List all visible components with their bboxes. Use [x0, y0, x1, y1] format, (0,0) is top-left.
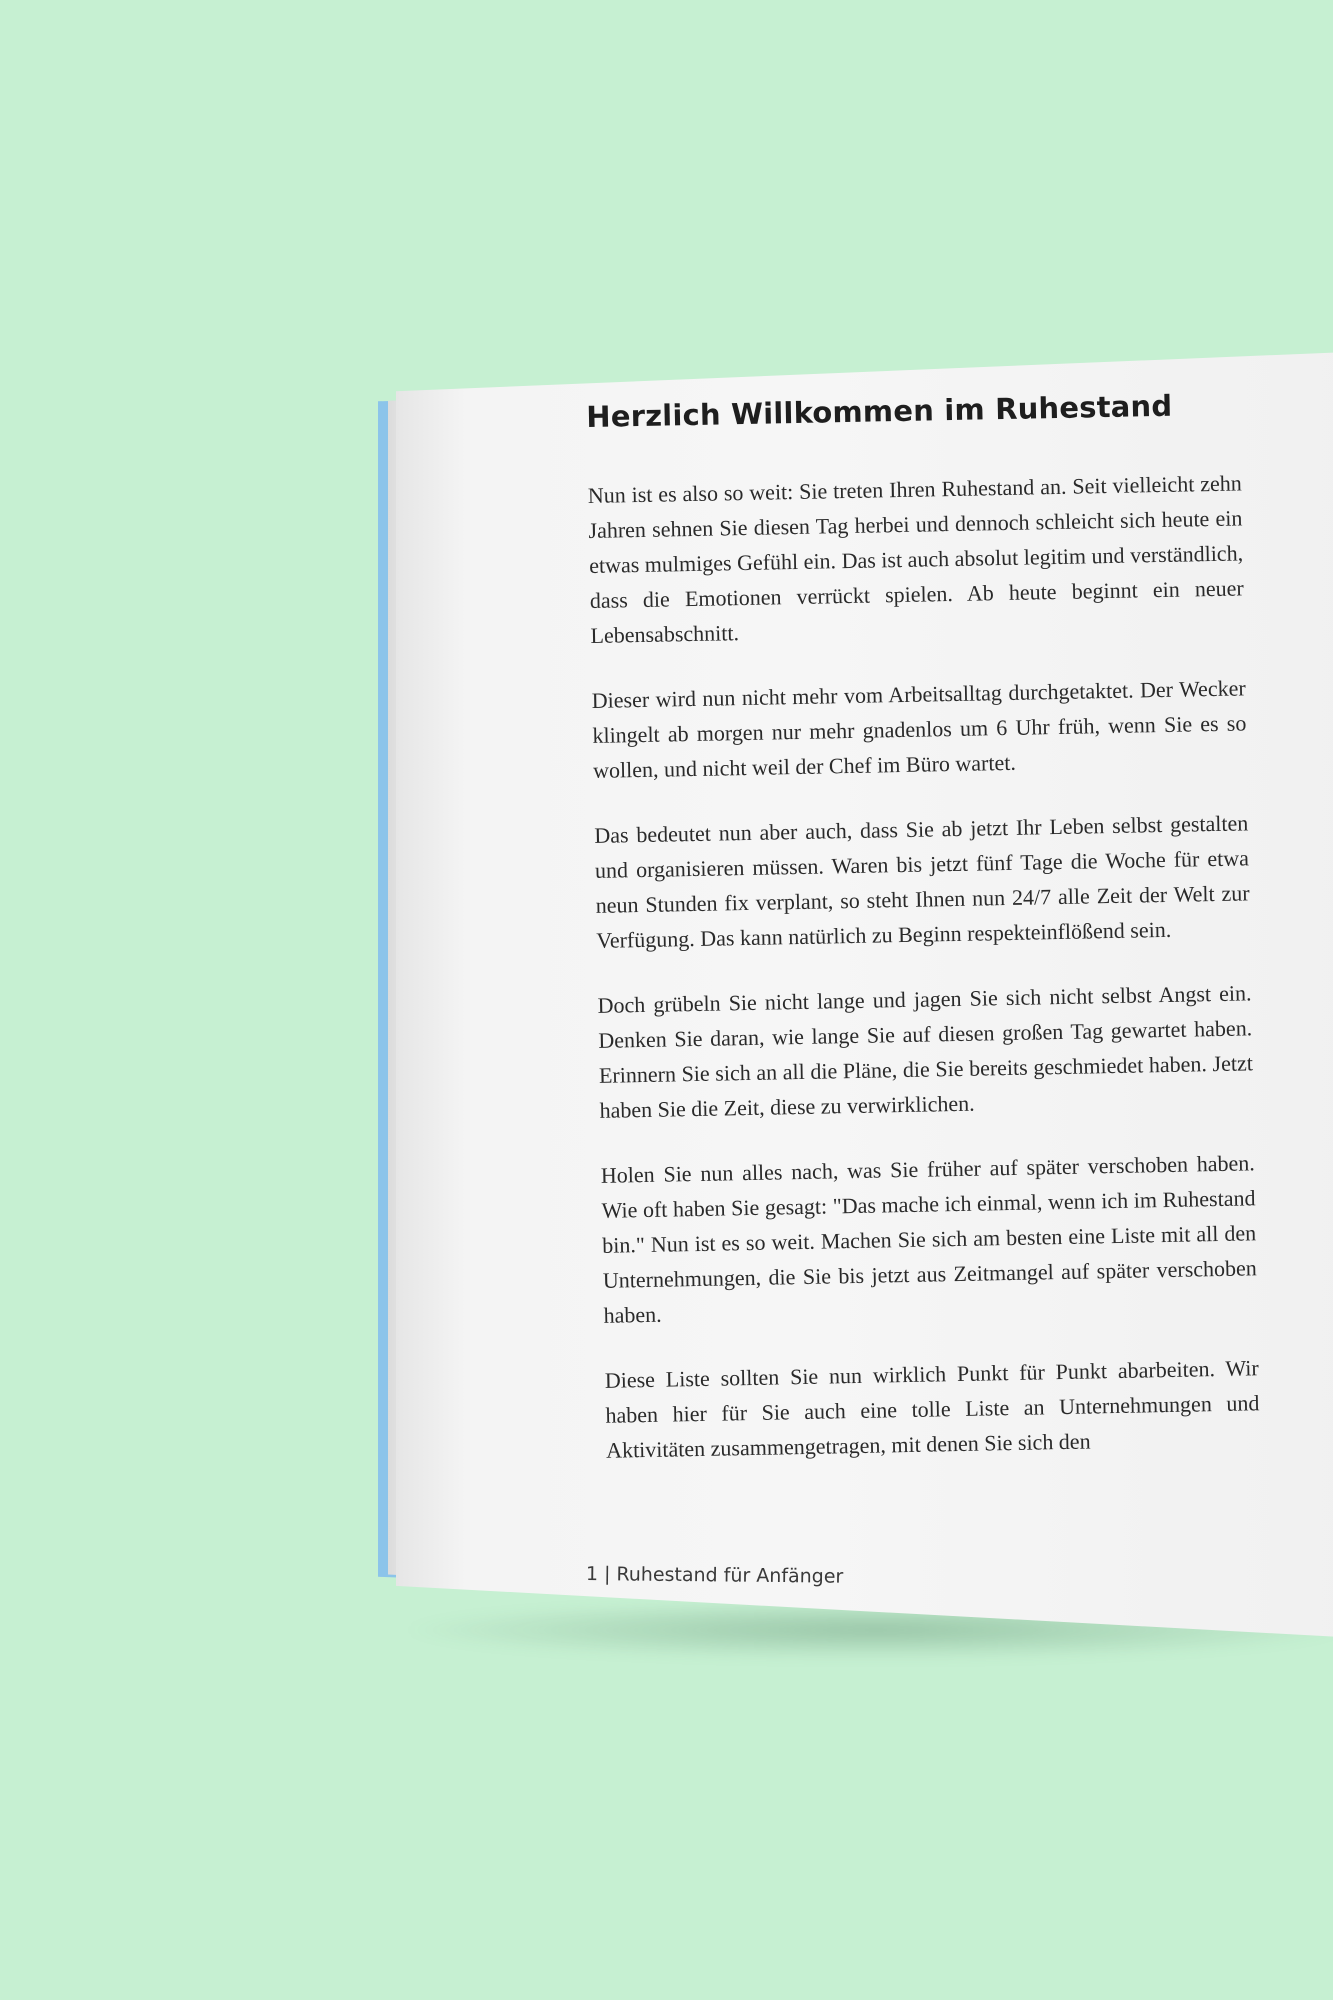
chapter-title: Herzlich Willkommen im Ruhestand — [586, 388, 1173, 434]
paragraph-5: Holen Sie nun alles nach, was Sie früher auf später verschoben haben. Wie oft haben Sie gesagt: "Das mache ich einmal, wenn ich im Ruhestand bin." Nun ist es so weit. Machen Sie sich am besten eine Liste mit all den Unternehmungen, die Sie bis jetzt aus Zeitmangel auf später verschoben haben. — [600, 1150, 1258, 1328]
paragraph-3: Das bedeutet nun aber auch, dass Sie ab jetzt Ihr Leben selbst gestalten und organisieren müssen. Waren bis jetzt fünf Tage die Woche für etwa neun Stunden fix verplant, so steht Ihnen nun 24/7 alle Zeit der Welt zur Verfügung. Das kann natürlich zu Beginn respekteinflößend sein. — [594, 810, 1250, 953]
paragraph-1: Nun ist es also so weit: Sie treten Ihren Ruhestand an. Seit vielleicht zehn Jahren sehnen Sie diesen Tag herbei und dennoch schleicht sich heute ein etwas mulmiges Gefühl ein. Das ist auch absolut legitim und verständlich, dass die Emotionen verrückt spielen. Ab heute beginnt ein neuer Lebensabschnitt. — [587, 470, 1244, 648]
paragraph-2: Dieser wird nun nicht mehr vom Arbeitsalltag durchgetaktet. Der Wecker klingelt ab morgen nur mehr gnadenlos um 6 Uhr früh, wenn Sie es so wollen, und nicht weil der Chef im Büro wartet. — [591, 675, 1247, 783]
paragraph-4: Doch grübeln Sie nicht lange und jagen Sie sich nicht selbst Angst ein. Denken Sie daran, wie lange Sie auf diesen großen Tag gewartet haben. Erinnern Sie sich an all die Pläne, die Sie bereits geschmiedet haben. Jetzt haben Sie die Zeit, diese zu verwirklichen. — [597, 980, 1254, 1123]
paragraph-6: Diese Liste sollten Sie nun wirklich Punkt für Punkt abarbeiten. Wir haben hier für Sie auch eine tolle Liste an Unternehmungen und Aktivitäten zusammengetragen, mit denen Sie sich den — [604, 1355, 1260, 1463]
page-footer: 1 | Ruhestand für Anfänger — [585, 1563, 844, 1588]
page-content — [586, 387, 1261, 1497]
